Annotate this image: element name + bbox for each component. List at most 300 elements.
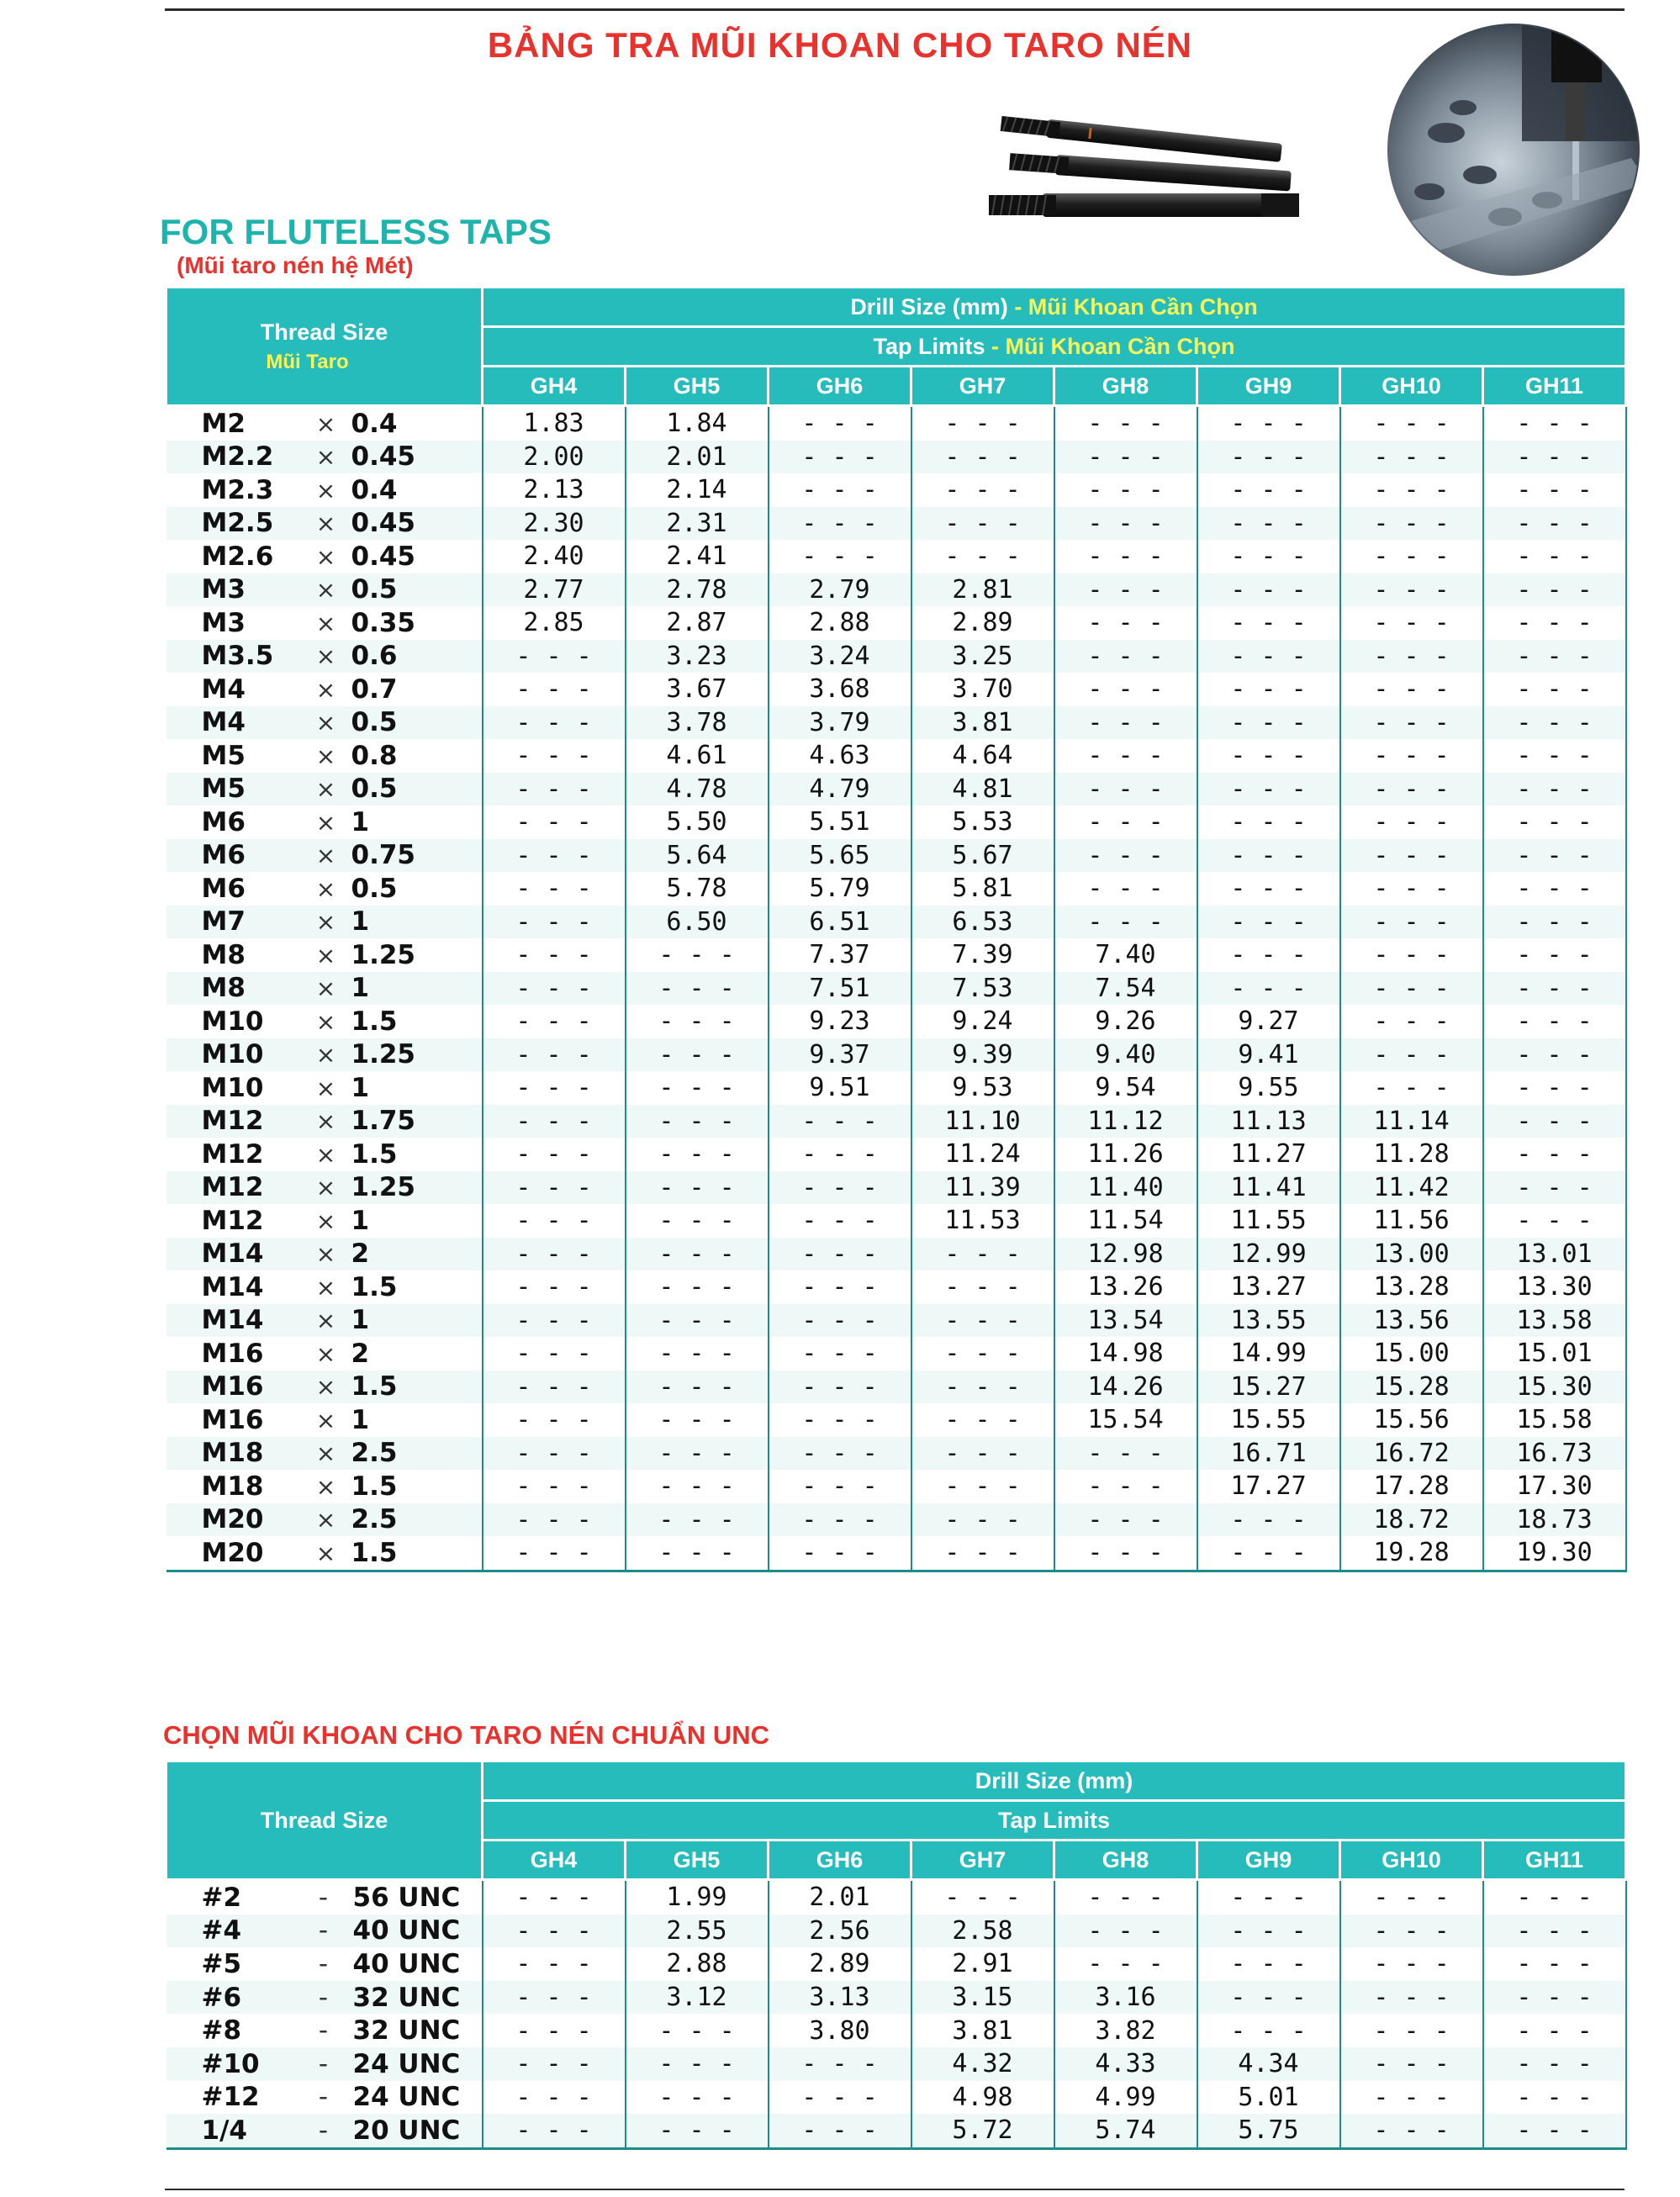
table-row xyxy=(166,441,1626,474)
drill-value-cell: - - - xyxy=(1340,1981,1483,2015)
drill-value-cell: - - - xyxy=(1340,1947,1483,1981)
drill-value-cell: 3.24 xyxy=(769,640,911,673)
table-row xyxy=(166,1105,1626,1138)
column-header-gh10: GH10 xyxy=(1340,1841,1483,1880)
table-row xyxy=(166,1981,1626,2015)
column-header-gh7: GH7 xyxy=(911,1841,1054,1880)
drill-value-cell: 14.26 xyxy=(1054,1370,1197,1404)
drill-value-cell: - - - xyxy=(1197,1880,1340,1914)
drill-value-cell: 3.67 xyxy=(626,673,769,706)
drill-value-cell: - - - xyxy=(911,1304,1054,1338)
drill-value-cell: - - - xyxy=(1197,606,1340,640)
thread-pitch: 0.5 xyxy=(351,774,398,805)
drill-value-cell: - - - xyxy=(626,1503,769,1537)
table-row xyxy=(166,1914,1626,1948)
thread-pitch: 0.4 xyxy=(351,408,398,439)
drill-value-cell: 15.54 xyxy=(1054,1403,1197,1437)
table-row xyxy=(166,1337,1626,1370)
thread-diameter: M16 xyxy=(201,1404,264,1435)
thread-size-cell xyxy=(166,1337,483,1370)
drill-value-cell: 11.27 xyxy=(1197,1138,1340,1171)
thread-separator: × xyxy=(315,1107,336,1136)
thread-pitch: 32 UNC xyxy=(352,2015,461,2046)
drill-value-cell: - - - xyxy=(626,2014,769,2047)
drill-value-cell: 11.40 xyxy=(1054,1171,1197,1205)
drill-value-cell: - - - xyxy=(1483,507,1626,541)
column-header-gh7: GH7 xyxy=(911,367,1054,406)
thread-separator: × xyxy=(315,808,336,837)
thread-size-cell xyxy=(166,1370,483,1404)
thread-diameter: M5 xyxy=(201,740,246,771)
drill-value-cell: - - - xyxy=(1340,540,1483,573)
drill-value-cell: - - - xyxy=(1054,706,1197,740)
drill-value-cell: - - - xyxy=(626,1304,769,1338)
table-row xyxy=(166,1138,1626,1171)
drill-value-cell: - - - xyxy=(626,972,769,1006)
table-row xyxy=(166,1403,1626,1437)
drill-value-cell: 3.25 xyxy=(911,640,1054,673)
thread-diameter: M2.6 xyxy=(201,541,274,572)
drill-value-cell: - - - xyxy=(626,1204,769,1238)
drill-value-cell: - - - xyxy=(1340,673,1483,706)
thread-diameter: M7 xyxy=(201,906,246,937)
thread-size-cell xyxy=(166,2081,483,2115)
drill-value-cell: 3.81 xyxy=(911,706,1054,740)
drill-value-cell: - - - xyxy=(1340,2081,1483,2115)
drill-value-cell: - - - xyxy=(626,1038,769,1072)
drill-value-cell: - - - xyxy=(911,1238,1054,1271)
table-row xyxy=(166,406,1626,441)
drill-value-cell: - - - xyxy=(626,938,769,972)
tap-limits-sublabel: - Mũi Khoan Cần Chọn xyxy=(991,333,1235,359)
thread-separator: × xyxy=(315,1207,336,1235)
drill-value-cell: - - - xyxy=(911,1437,1054,1471)
column-header-gh6: GH6 xyxy=(769,367,911,406)
metric-drill-table xyxy=(165,286,1627,1572)
thread-size-cell xyxy=(166,1503,483,1537)
drill-value-cell: 15.28 xyxy=(1340,1370,1483,1404)
drill-value-cell: 11.53 xyxy=(911,1204,1054,1238)
drill-value-cell: 11.42 xyxy=(1340,1171,1483,1205)
drill-value-cell: 14.98 xyxy=(1054,1337,1197,1370)
drill-value-cell: 4.61 xyxy=(626,739,769,773)
drill-value-cell: - - - xyxy=(1197,640,1340,673)
thread-separator: × xyxy=(315,874,336,903)
drill-value-cell: 5.64 xyxy=(626,839,769,873)
drill-value-cell: - - - xyxy=(1197,938,1340,972)
column-header-gh4: GH4 xyxy=(483,367,626,406)
drill-value-cell: 7.51 xyxy=(769,972,911,1006)
drill-value-cell: - - - xyxy=(626,1071,769,1105)
thread-diameter: M14 xyxy=(201,1271,264,1302)
drill-value-cell: - - - xyxy=(1197,972,1340,1006)
drill-value-cell: 2.87 xyxy=(626,606,769,640)
drill-value-cell: - - - xyxy=(1054,872,1197,906)
drill-value-cell: - - - xyxy=(1483,1138,1626,1171)
thread-diameter: #10 xyxy=(201,2048,260,2079)
table-row xyxy=(166,706,1626,740)
drill-value-cell: - - - xyxy=(1197,739,1340,773)
drill-value-cell: 15.00 xyxy=(1340,1337,1483,1370)
drill-value-cell: 13.56 xyxy=(1340,1304,1483,1338)
drill-value-cell: 3.68 xyxy=(769,673,911,706)
drill-value-cell: 16.71 xyxy=(1197,1437,1340,1471)
drill-value-cell: - - - xyxy=(626,1105,769,1138)
drill-value-cell: 11.10 xyxy=(911,1105,1054,1138)
table-row xyxy=(166,1238,1626,1271)
thread-separator: × xyxy=(315,974,336,1003)
thread-diameter: M6 xyxy=(201,840,246,871)
thread-size-cell xyxy=(166,1470,483,1503)
drill-value-cell: - - - xyxy=(1197,773,1340,806)
drill-value-cell: 5.50 xyxy=(626,805,769,839)
thread-pitch: 0.7 xyxy=(351,673,398,705)
drill-value-cell: - - - xyxy=(483,1981,626,2015)
thread-diameter: M12 xyxy=(201,1106,264,1137)
drill-value-cell: - - - xyxy=(1340,1914,1483,1948)
thread-diameter: M16 xyxy=(201,1371,264,1402)
table-row xyxy=(166,1503,1626,1537)
thread-pitch: 0.35 xyxy=(351,607,415,638)
drill-value-cell: 11.55 xyxy=(1197,1204,1340,1238)
drill-value-cell: - - - xyxy=(1340,972,1483,1006)
drill-value-cell: - - - xyxy=(1340,507,1483,541)
drill-value-cell: 1.84 xyxy=(626,406,769,441)
drill-value-cell: - - - xyxy=(769,1503,911,1537)
thread-pitch: 1 xyxy=(351,906,370,937)
drill-value-cell: - - - xyxy=(1340,739,1483,773)
drill-value-cell: - - - xyxy=(769,540,911,573)
drill-value-cell: - - - xyxy=(483,1005,626,1038)
drill-value-cell: 5.79 xyxy=(769,872,911,906)
thread-diameter: #8 xyxy=(201,2015,242,2046)
thread-separator: × xyxy=(315,1174,336,1202)
thread-size-cell xyxy=(166,2047,483,2081)
drill-value-cell: 9.37 xyxy=(769,1038,911,1072)
drill-value-cell: - - - xyxy=(1197,673,1340,706)
drill-value-cell: - - - xyxy=(1054,1947,1197,1981)
drill-value-cell: 11.26 xyxy=(1054,1138,1197,1171)
thread-pitch: 40 UNC xyxy=(352,1915,461,1946)
column-header-gh11: GH11 xyxy=(1483,1841,1626,1880)
drill-value-cell: - - - xyxy=(1340,2014,1483,2047)
drill-value-cell: - - - xyxy=(483,1914,626,1948)
table-row xyxy=(166,1470,1626,1503)
drill-value-cell: 9.55 xyxy=(1197,1071,1340,1105)
drill-size-sublabel: - Mũi Khoan Cần Chọn xyxy=(1014,293,1258,320)
machining-photo xyxy=(1379,15,1648,276)
drill-size-header: Drill Size (mm) xyxy=(483,1761,1626,1801)
drill-value-cell: 2.14 xyxy=(626,473,769,507)
drill-value-cell: - - - xyxy=(1054,1437,1197,1471)
table-row xyxy=(166,1437,1626,1471)
drill-value-cell: - - - xyxy=(1054,839,1197,873)
drill-value-cell: - - - xyxy=(483,640,626,673)
drill-value-cell: - - - xyxy=(769,1138,911,1171)
thread-size-label: Thread Size xyxy=(260,1807,388,1833)
table-row xyxy=(166,1171,1626,1205)
drill-value-cell: - - - xyxy=(483,1947,626,1981)
drill-value-cell: - - - xyxy=(911,406,1054,441)
drill-value-cell: - - - xyxy=(1197,805,1340,839)
drill-value-cell: - - - xyxy=(1340,839,1483,873)
drill-value-cell: - - - xyxy=(911,1370,1054,1404)
drill-value-cell: - - - xyxy=(626,1403,769,1437)
thread-separator: × xyxy=(315,842,336,870)
drill-value-cell: 2.40 xyxy=(483,540,626,573)
drill-value-cell: 2.89 xyxy=(769,1947,911,1981)
drill-value-cell: 15.27 xyxy=(1197,1370,1340,1404)
drill-value-cell: - - - xyxy=(1483,1071,1626,1105)
column-header-gh9: GH9 xyxy=(1197,1841,1340,1880)
thread-separator: × xyxy=(315,1074,336,1102)
thread-size-cell xyxy=(166,441,483,474)
drill-value-cell: - - - xyxy=(1483,2114,1626,2148)
drill-value-cell: 9.53 xyxy=(911,1071,1054,1105)
drill-value-cell: 15.56 xyxy=(1340,1403,1483,1437)
drill-value-cell: 4.32 xyxy=(911,2047,1054,2081)
thread-diameter: M14 xyxy=(201,1305,264,1336)
drill-value-cell: - - - xyxy=(1483,739,1626,773)
tap-limits-label: Tap Limits xyxy=(873,333,985,359)
drill-value-cell: - - - xyxy=(483,906,626,939)
thread-size-cell xyxy=(166,1038,483,1072)
drill-value-cell: - - - xyxy=(1483,540,1626,573)
thread-size-cell xyxy=(166,872,483,906)
drill-value-cell: - - - xyxy=(769,2114,911,2148)
table-row xyxy=(166,1880,1626,1914)
drill-value-cell: - - - xyxy=(1483,1914,1626,1948)
table-row xyxy=(166,906,1626,939)
thread-diameter: M16 xyxy=(201,1338,264,1369)
table-row xyxy=(166,473,1626,507)
thread-size-cell xyxy=(166,1238,483,1271)
thread-size-cell xyxy=(166,1171,483,1205)
thread-separator: - xyxy=(318,2082,329,2113)
drill-value-cell: - - - xyxy=(483,1503,626,1537)
thread-size-cell xyxy=(166,573,483,607)
table-row xyxy=(166,872,1626,906)
drill-value-cell: - - - xyxy=(769,2081,911,2115)
drill-value-cell: - - - xyxy=(626,1470,769,1503)
drill-value-cell: - - - xyxy=(1197,906,1340,939)
thread-separator: × xyxy=(315,1472,336,1501)
thread-diameter: M12 xyxy=(201,1138,264,1170)
drill-value-cell: 4.79 xyxy=(769,773,911,806)
thread-separator: - xyxy=(318,2048,329,2079)
thread-size-cell xyxy=(166,2014,483,2047)
thread-pitch: 2 xyxy=(351,1338,370,1369)
drill-value-cell: 9.54 xyxy=(1054,1071,1197,1105)
drill-value-cell: 3.81 xyxy=(911,2014,1054,2047)
drill-value-cell: - - - xyxy=(626,1337,769,1370)
thread-pitch: 1.5 xyxy=(351,1537,398,1568)
thread-separator: - xyxy=(318,1982,329,2013)
column-header-gh4: GH4 xyxy=(483,1841,626,1880)
drill-value-cell: - - - xyxy=(1483,773,1626,806)
drill-value-cell: - - - xyxy=(626,1270,769,1304)
drill-value-cell: 2.31 xyxy=(626,507,769,541)
thread-diameter: #12 xyxy=(201,2082,260,2113)
thread-diameter: #6 xyxy=(201,1982,242,2013)
drill-value-cell: - - - xyxy=(1054,1470,1197,1503)
thread-separator: × xyxy=(315,908,336,937)
thread-pitch: 1 xyxy=(351,973,370,1004)
drill-value-cell: 3.80 xyxy=(769,2014,911,2047)
drill-value-cell: - - - xyxy=(769,1337,911,1370)
drill-value-cell: - - - xyxy=(911,473,1054,507)
thread-size-cell xyxy=(166,406,483,441)
drill-value-cell: - - - xyxy=(483,1370,626,1404)
thread-separator: - xyxy=(318,1948,329,1979)
thread-separator: × xyxy=(315,510,336,538)
drill-value-cell: - - - xyxy=(483,1038,626,1072)
thread-size-cell xyxy=(166,1403,483,1437)
thread-separator: × xyxy=(315,709,336,737)
thread-size-cell xyxy=(166,972,483,1006)
drill-value-cell: 9.40 xyxy=(1054,1038,1197,1072)
drill-value-cell: 5.51 xyxy=(769,805,911,839)
drill-value-cell: 6.53 xyxy=(911,906,1054,939)
drill-value-cell: - - - xyxy=(483,1304,626,1338)
drill-value-cell: 2.77 xyxy=(483,573,626,607)
drill-value-cell: - - - xyxy=(1483,640,1626,673)
thread-pitch: 24 UNC xyxy=(352,2082,461,2113)
thread-separator: × xyxy=(315,642,336,671)
drill-value-cell: 2.56 xyxy=(769,1914,911,1948)
thread-diameter: M2.5 xyxy=(201,508,274,539)
thread-size-label: Thread Size xyxy=(260,319,388,345)
thread-size-header xyxy=(166,288,483,406)
drill-value-cell: 17.27 xyxy=(1197,1470,1340,1503)
drill-value-cell: - - - xyxy=(626,2114,769,2148)
drill-value-cell: 4.98 xyxy=(911,2081,1054,2115)
drill-value-cell: - - - xyxy=(1340,606,1483,640)
thread-size-cell xyxy=(166,706,483,740)
thread-diameter: M3 xyxy=(201,607,246,638)
thread-separator: × xyxy=(315,1041,336,1069)
thread-size-cell xyxy=(166,1304,483,1338)
drill-value-cell: 1.83 xyxy=(483,406,626,441)
thread-separator: - xyxy=(318,1915,329,1946)
thread-size-header xyxy=(166,1761,483,1880)
drill-value-cell: - - - xyxy=(911,1503,1054,1537)
drill-value-cell: - - - xyxy=(626,1005,769,1038)
drill-value-cell: 5.72 xyxy=(911,2114,1054,2148)
drill-value-cell: 9.41 xyxy=(1197,1038,1340,1072)
drill-value-cell: - - - xyxy=(483,1204,626,1238)
drill-value-cell: - - - xyxy=(1340,441,1483,474)
drill-value-cell: 1.99 xyxy=(626,1880,769,1914)
drill-value-cell: 12.99 xyxy=(1197,1238,1340,1271)
thread-separator: × xyxy=(315,1539,336,1567)
thread-separator: × xyxy=(315,443,336,472)
drill-value-cell: 17.30 xyxy=(1483,1470,1626,1503)
column-header-gh8: GH8 xyxy=(1054,367,1197,406)
column-header-gh11: GH11 xyxy=(1483,367,1626,406)
thread-diameter: M10 xyxy=(201,1006,264,1037)
drill-value-cell: - - - xyxy=(1197,839,1340,873)
thread-separator: × xyxy=(315,675,336,704)
thread-pitch: 0.45 xyxy=(351,508,415,539)
drill-value-cell: - - - xyxy=(1483,906,1626,939)
drill-value-cell: 13.30 xyxy=(1483,1270,1626,1304)
drill-value-cell: - - - xyxy=(483,1138,626,1171)
drill-value-cell: - - - xyxy=(769,2047,911,2081)
drill-value-cell: - - - xyxy=(769,1238,911,1271)
drill-value-cell: 12.98 xyxy=(1054,1238,1197,1271)
drill-value-cell: 2.88 xyxy=(769,606,911,640)
drill-value-cell: - - - xyxy=(1197,406,1340,441)
drill-value-cell: 11.39 xyxy=(911,1171,1054,1205)
table-row xyxy=(166,1370,1626,1404)
drill-value-cell: 3.13 xyxy=(769,1981,911,2015)
drill-value-cell: 13.26 xyxy=(1054,1270,1197,1304)
drill-value-cell: 3.12 xyxy=(626,1981,769,2015)
thread-diameter: #4 xyxy=(201,1915,242,1946)
drill-value-cell: 7.54 xyxy=(1054,972,1197,1006)
drill-value-cell: - - - xyxy=(911,441,1054,474)
thread-pitch: 56 UNC xyxy=(352,1882,461,1913)
thread-size-cell xyxy=(166,1880,483,1914)
drill-value-cell: - - - xyxy=(1054,739,1197,773)
drill-value-cell: 3.79 xyxy=(769,706,911,740)
drill-value-cell: - - - xyxy=(1054,473,1197,507)
drill-value-cell: - - - xyxy=(483,1403,626,1437)
thread-diameter: M6 xyxy=(201,806,246,837)
drill-value-cell: - - - xyxy=(483,1536,626,1571)
table-row xyxy=(166,773,1626,806)
thread-diameter: M20 xyxy=(201,1537,264,1568)
drill-value-cell: - - - xyxy=(1340,473,1483,507)
drill-value-cell: 11.14 xyxy=(1340,1105,1483,1138)
drill-value-cell: - - - xyxy=(1197,573,1340,607)
thread-diameter: #5 xyxy=(201,1948,242,1979)
drill-value-cell: 9.27 xyxy=(1197,1005,1340,1038)
thread-separator: × xyxy=(315,1007,336,1036)
drill-value-cell: - - - xyxy=(483,1071,626,1105)
drill-value-cell: 4.99 xyxy=(1054,2081,1197,2115)
thread-separator: × xyxy=(315,1506,336,1534)
drill-value-cell: 5.75 xyxy=(1197,2114,1340,2148)
thread-size-cell xyxy=(166,673,483,706)
drill-value-cell: - - - xyxy=(769,1105,911,1138)
drill-value-cell: 2.78 xyxy=(626,573,769,607)
drill-value-cell: - - - xyxy=(1340,1880,1483,1914)
drill-value-cell: 9.51 xyxy=(769,1071,911,1105)
drill-value-cell: - - - xyxy=(1054,441,1197,474)
section-title-fluteless: FOR FLUTELESS TAPS xyxy=(160,212,552,251)
thread-diameter: M20 xyxy=(201,1504,264,1535)
drill-value-cell: 3.16 xyxy=(1054,1981,1197,2015)
drill-value-cell: - - - xyxy=(483,972,626,1006)
thread-size-cell xyxy=(166,2114,483,2148)
thread-diameter: M18 xyxy=(201,1471,264,1502)
drill-value-cell: 2.88 xyxy=(626,1947,769,1981)
drill-value-cell: - - - xyxy=(769,1304,911,1338)
drill-value-cell: 4.81 xyxy=(911,773,1054,806)
thread-pitch: 1.25 xyxy=(351,1172,415,1203)
drill-value-cell: 18.72 xyxy=(1340,1503,1483,1537)
thread-diameter: M10 xyxy=(201,1039,264,1070)
drill-value-cell: - - - xyxy=(1197,2014,1340,2047)
table-row xyxy=(166,606,1626,640)
thread-separator: × xyxy=(315,1307,336,1335)
thread-size-cell xyxy=(166,839,483,873)
drill-value-cell: - - - xyxy=(769,406,911,441)
taps-image xyxy=(984,109,1320,244)
drill-value-cell: 4.34 xyxy=(1197,2047,1340,2081)
